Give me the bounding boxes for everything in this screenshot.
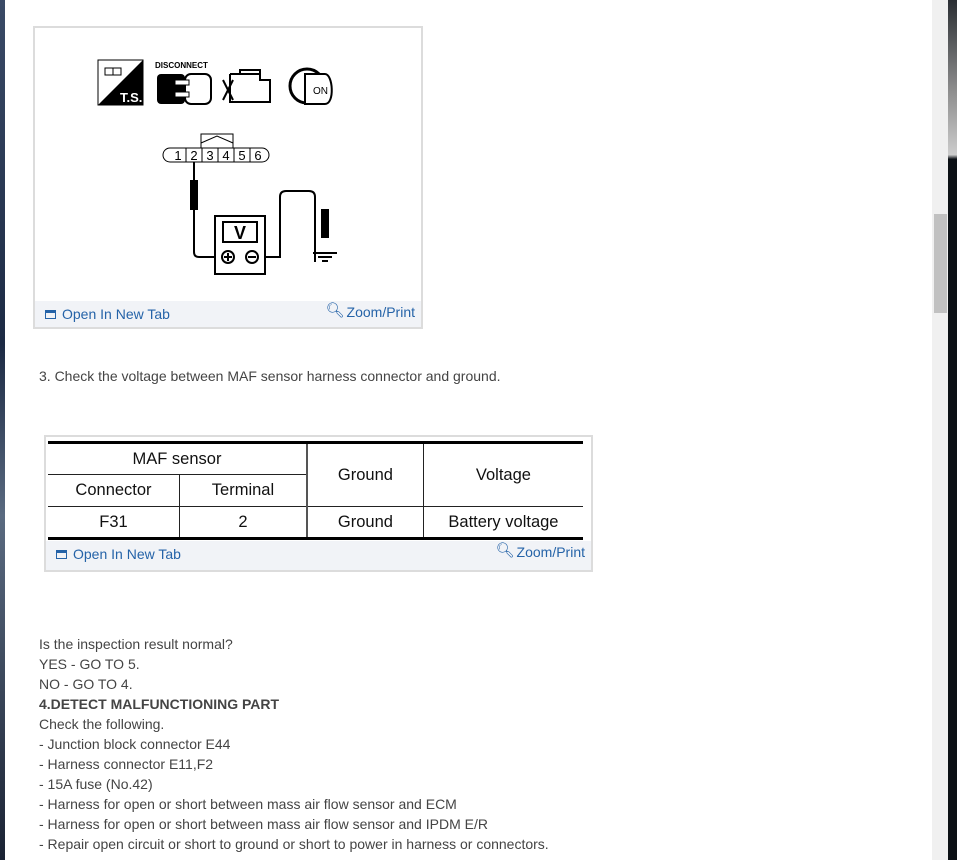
figure-voltage-check: [33, 26, 423, 329]
step-4-line: - Junction block connector E44: [39, 736, 231, 752]
step-4-line: - 15A fuse (No.42): [39, 776, 153, 792]
step-4-line: - Harness for open or short between mass air flow sensor and ECM: [39, 796, 457, 812]
cell-voltage: Battery voltage: [423, 507, 583, 539]
svg-text:V: V: [233, 223, 247, 243]
step-3-text: 3. Check the voltage between MAF sensor harness connector and ground.: [39, 368, 501, 384]
zoom-in-icon: 🔍︎: [495, 542, 515, 559]
zoom-print-label: Zoom/Print: [516, 544, 585, 560]
cell-terminal: 2: [179, 507, 306, 539]
zoom-in-icon: 🔍︎: [325, 302, 345, 319]
figure-voltage-table: [44, 435, 593, 572]
svg-text:2: 2: [190, 148, 198, 163]
header-voltage: Voltage: [423, 443, 583, 507]
header-maf-sensor: MAF sensor: [48, 443, 307, 475]
question-line: Is the inspection result normal?: [39, 636, 233, 652]
voltmeter-icon: [215, 216, 265, 274]
step-4-line: Check the following.: [39, 716, 165, 732]
figure-footer: [46, 541, 591, 570]
engine-icon: [223, 70, 270, 102]
svg-text:5: 5: [238, 148, 246, 163]
new-tab-icon: [56, 550, 67, 559]
step-4-title: 4.DETECT MALFUNCTIONING PART: [39, 696, 280, 712]
disconnect-icon: [155, 61, 211, 104]
figure-footer: [35, 301, 421, 327]
open-in-new-tab-link[interactable]: [45, 306, 170, 322]
open-in-new-tab-link[interactable]: [56, 546, 181, 562]
svg-text:T.S.: T.S.: [120, 90, 143, 105]
voltage-spec-table: [48, 441, 583, 540]
scrollbar-thumb[interactable]: [934, 214, 947, 313]
step-4-line: - Repair open circuit or short to ground or short to power in harness or connectors.: [39, 836, 549, 852]
step-4-line: - Harness connector E11,F2: [39, 756, 214, 772]
svg-text:3: 3: [206, 148, 214, 163]
no-line: NO - GO TO 4.: [39, 676, 133, 692]
svg-text:ON: ON: [313, 86, 328, 97]
cell-ground: Ground: [307, 507, 423, 539]
scrollbar[interactable]: [932, 0, 948, 860]
zoom-print-link[interactable]: [495, 544, 585, 560]
desktop-background-right: [948, 0, 957, 860]
open-tab-label: Open In New Tab: [62, 306, 170, 322]
header-ground: Ground: [307, 443, 423, 507]
svg-text:4: 4: [222, 148, 230, 163]
svg-text:1: 1: [174, 148, 182, 163]
header-connector: Connector: [48, 475, 179, 507]
step-4-line: - Harness for open or short between mass air flow sensor and IPDM E/R: [39, 816, 488, 832]
connector-diagram: [163, 134, 269, 163]
ignition-on-icon: [290, 69, 332, 104]
svg-text:6: 6: [254, 148, 262, 163]
zoom-print-label: Zoom/Print: [346, 304, 415, 320]
zoom-print-link[interactable]: [325, 304, 415, 320]
wiring-diagram: [35, 28, 421, 300]
cell-connector: F31: [48, 507, 179, 539]
svg-text:DISCONNECT: DISCONNECT: [155, 61, 208, 70]
result-text: [39, 634, 549, 854]
new-tab-icon: [45, 310, 56, 319]
terminal-side-icon: [98, 60, 143, 105]
header-terminal: Terminal: [179, 475, 306, 507]
open-tab-label: Open In New Tab: [73, 546, 181, 562]
yes-line: YES - GO TO 5.: [39, 656, 140, 672]
